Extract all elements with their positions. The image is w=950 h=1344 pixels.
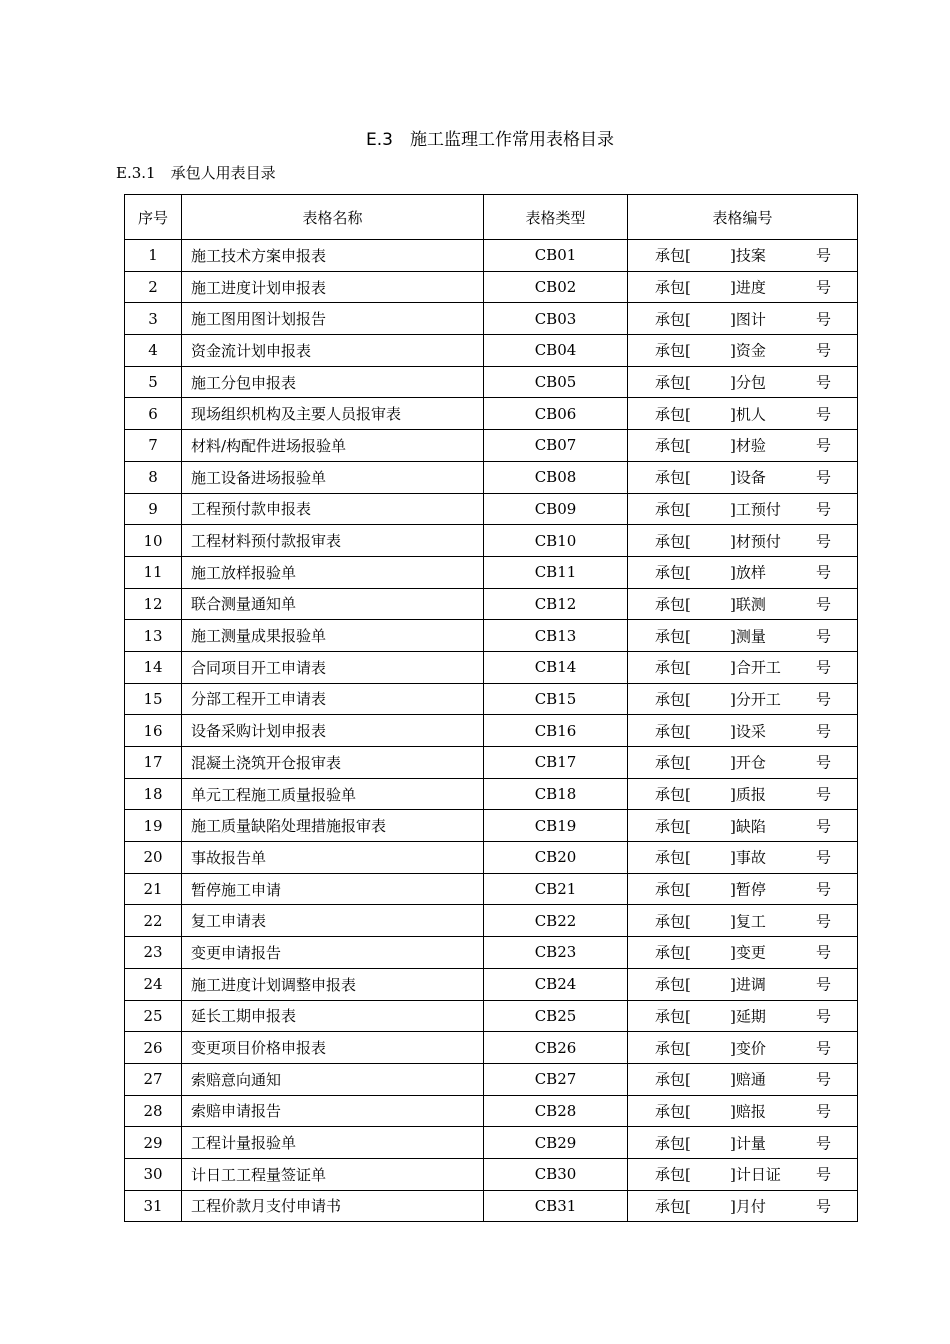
row-form-name: 混凝土浇筑开仓报审表: [182, 747, 484, 779]
code-prefix: 承包[: [655, 1039, 691, 1058]
code-suffix: 号: [815, 532, 831, 551]
code-suffix: 号: [815, 1102, 831, 1121]
code-abbr: ]复工: [730, 912, 766, 931]
table-row: [125, 1063, 858, 1095]
code-abbr: ]月付: [730, 1197, 766, 1216]
code-prefix: 承包[: [655, 436, 691, 455]
row-form-name: 施工图用图计划报告: [182, 303, 484, 335]
row-form-name: 事故报告单: [182, 842, 484, 874]
code-suffix: 号: [815, 975, 831, 994]
code-prefix: 承包[: [655, 848, 691, 867]
row-seq: 22: [125, 905, 182, 937]
row-form-type: CB18: [484, 778, 628, 810]
code-abbr: ]放样: [730, 563, 766, 582]
code-prefix: 承包[: [655, 405, 691, 424]
row-form-type: CB03: [484, 303, 628, 335]
table-row: [125, 905, 858, 937]
code-abbr: ]质报: [730, 785, 766, 804]
code-abbr: ]计日证: [730, 1165, 781, 1184]
code-suffix: 号: [815, 785, 831, 804]
row-form-name: 联合测量通知单: [182, 588, 484, 620]
row-form-name: 延长工期申报表: [182, 1000, 484, 1032]
header-form-type: 表格类型: [484, 195, 628, 240]
table-row: [125, 1127, 858, 1159]
row-form-code: [628, 588, 858, 620]
table-header-row: [125, 195, 858, 240]
row-form-name: 施工设备进场报验单: [182, 461, 484, 493]
row-seq: 17: [125, 747, 182, 779]
row-form-type: CB28: [484, 1095, 628, 1127]
code-abbr: ]进度: [730, 278, 766, 297]
code-abbr: ]材预付: [730, 532, 781, 551]
row-seq: 27: [125, 1063, 182, 1095]
code-abbr: ]设采: [730, 722, 766, 741]
row-form-type: CB23: [484, 937, 628, 969]
code-abbr: ]材验: [730, 436, 766, 455]
code-prefix: 承包[: [655, 563, 691, 582]
row-form-code: [628, 747, 858, 779]
row-form-code: [628, 651, 858, 683]
code-prefix: 承包[: [655, 468, 691, 487]
row-seq: 4: [125, 335, 182, 367]
row-form-code: [628, 1127, 858, 1159]
code-suffix: 号: [815, 1134, 831, 1153]
table-row: [125, 620, 858, 652]
code-abbr: ]联测: [730, 595, 766, 614]
table-row: [125, 1190, 858, 1222]
code-abbr: ]分包: [730, 373, 766, 392]
row-form-name: 施工测量成果报验单: [182, 620, 484, 652]
code-abbr: ]赔报: [730, 1102, 766, 1121]
code-suffix: 号: [815, 1070, 831, 1089]
code-suffix: 号: [815, 1197, 831, 1216]
code-prefix: 承包[: [655, 722, 691, 741]
code-abbr: ]开仓: [730, 753, 766, 772]
row-form-code: [628, 398, 858, 430]
code-suffix: 号: [815, 880, 831, 899]
row-form-code: [628, 1000, 858, 1032]
row-form-name: 合同项目开工申请表: [182, 651, 484, 683]
row-form-type: CB17: [484, 747, 628, 779]
code-suffix: 号: [815, 341, 831, 360]
row-form-name: 工程预付款申报表: [182, 493, 484, 525]
row-form-name: 施工技术方案申报表: [182, 240, 484, 272]
row-form-name: 分部工程开工申请表: [182, 683, 484, 715]
row-form-code: [628, 1063, 858, 1095]
row-form-type: CB13: [484, 620, 628, 652]
code-suffix: 号: [815, 405, 831, 424]
row-form-code: [628, 493, 858, 525]
code-prefix: 承包[: [655, 943, 691, 962]
row-form-code: [628, 905, 858, 937]
code-prefix: 承包[: [655, 817, 691, 836]
row-form-type: CB29: [484, 1127, 628, 1159]
row-form-name: 设备采购计划申报表: [182, 715, 484, 747]
row-form-name: 施工质量缺陷处理措施报审表: [182, 810, 484, 842]
table-row: [125, 303, 858, 335]
row-form-code: [628, 303, 858, 335]
row-form-type: CB12: [484, 588, 628, 620]
code-abbr: ]分开工: [730, 690, 781, 709]
code-prefix: 承包[: [655, 753, 691, 772]
table-row: [125, 525, 858, 557]
row-form-type: CB31: [484, 1190, 628, 1222]
table-row: [125, 873, 858, 905]
row-form-type: CB30: [484, 1158, 628, 1190]
row-form-type: CB21: [484, 873, 628, 905]
code-prefix: 承包[: [655, 880, 691, 899]
table-row: [125, 1158, 858, 1190]
row-form-type: CB22: [484, 905, 628, 937]
code-prefix: 承包[: [655, 627, 691, 646]
row-seq: 15: [125, 683, 182, 715]
code-abbr: ]事故: [730, 848, 766, 867]
row-form-type: CB09: [484, 493, 628, 525]
row-form-code: [628, 1190, 858, 1222]
code-prefix: 承包[: [655, 500, 691, 519]
section-subtitle: E.3.1 承包人用表目录: [116, 164, 276, 182]
code-suffix: 号: [815, 848, 831, 867]
row-form-code: [628, 366, 858, 398]
code-abbr: ]计量: [730, 1134, 766, 1153]
row-form-name: 施工分包申报表: [182, 366, 484, 398]
row-form-name: 材料/构配件进场报验单: [182, 430, 484, 462]
code-suffix: 号: [815, 563, 831, 582]
table-row: [125, 493, 858, 525]
code-prefix: 承包[: [655, 1165, 691, 1184]
table-row: [125, 430, 858, 462]
code-suffix: 号: [815, 943, 831, 962]
table-row: [125, 683, 858, 715]
row-seq: 10: [125, 525, 182, 557]
row-seq: 28: [125, 1095, 182, 1127]
code-prefix: 承包[: [655, 310, 691, 329]
row-form-name: 索赔申请报告: [182, 1095, 484, 1127]
code-suffix: 号: [815, 753, 831, 772]
table-row: [125, 335, 858, 367]
row-form-name: 施工进度计划申报表: [182, 271, 484, 303]
code-suffix: 号: [815, 373, 831, 392]
code-abbr: ]赔通: [730, 1070, 766, 1089]
code-suffix: 号: [815, 722, 831, 741]
row-form-code: [628, 335, 858, 367]
row-form-code: [628, 525, 858, 557]
row-form-name: 资金流计划申报表: [182, 335, 484, 367]
row-form-code: [628, 461, 858, 493]
row-form-type: CB04: [484, 335, 628, 367]
code-prefix: 承包[: [655, 373, 691, 392]
table-row: [125, 810, 858, 842]
row-seq: 20: [125, 842, 182, 874]
row-form-code: [628, 240, 858, 272]
row-seq: 2: [125, 271, 182, 303]
table-row: [125, 715, 858, 747]
code-prefix: 承包[: [655, 278, 691, 297]
code-suffix: 号: [815, 1165, 831, 1184]
row-seq: 29: [125, 1127, 182, 1159]
row-seq: 26: [125, 1032, 182, 1064]
table-row: [125, 588, 858, 620]
row-form-name: 暂停施工申请: [182, 873, 484, 905]
row-form-code: [628, 810, 858, 842]
row-seq: 16: [125, 715, 182, 747]
code-abbr: ]缺陷: [730, 817, 766, 836]
row-seq: 12: [125, 588, 182, 620]
code-prefix: 承包[: [655, 595, 691, 614]
row-form-name: 变更申请报告: [182, 937, 484, 969]
row-seq: 30: [125, 1158, 182, 1190]
code-abbr: ]机人: [730, 405, 766, 424]
code-suffix: 号: [815, 817, 831, 836]
code-suffix: 号: [815, 278, 831, 297]
table-row: [125, 556, 858, 588]
row-form-name: 工程价款月支付申请书: [182, 1190, 484, 1222]
code-prefix: 承包[: [655, 246, 691, 265]
code-suffix: 号: [815, 468, 831, 487]
row-seq: 25: [125, 1000, 182, 1032]
code-suffix: 号: [815, 1039, 831, 1058]
row-form-name: 计日工工程量签证单: [182, 1158, 484, 1190]
row-form-type: CB27: [484, 1063, 628, 1095]
row-seq: 9: [125, 493, 182, 525]
row-form-name: 单元工程施工质量报验单: [182, 778, 484, 810]
table-row: [125, 651, 858, 683]
row-form-type: CB10: [484, 525, 628, 557]
code-suffix: 号: [815, 690, 831, 709]
row-seq: 23: [125, 937, 182, 969]
row-form-type: CB01: [484, 240, 628, 272]
code-abbr: ]暂停: [730, 880, 766, 899]
row-form-code: [628, 620, 858, 652]
row-form-type: CB24: [484, 968, 628, 1000]
code-prefix: 承包[: [655, 532, 691, 551]
code-suffix: 号: [815, 1007, 831, 1026]
row-seq: 13: [125, 620, 182, 652]
code-abbr: ]图计: [730, 310, 766, 329]
row-form-type: CB14: [484, 651, 628, 683]
code-abbr: ]设备: [730, 468, 766, 487]
row-seq: 21: [125, 873, 182, 905]
code-suffix: 号: [815, 912, 831, 931]
row-form-code: [628, 683, 858, 715]
row-form-type: CB26: [484, 1032, 628, 1064]
code-abbr: ]工预付: [730, 500, 781, 519]
row-seq: 11: [125, 556, 182, 588]
row-form-code: [628, 873, 858, 905]
table-row: [125, 747, 858, 779]
row-form-name: 施工放样报验单: [182, 556, 484, 588]
code-prefix: 承包[: [655, 1134, 691, 1153]
code-suffix: 号: [815, 627, 831, 646]
code-abbr: ]变更: [730, 943, 766, 962]
row-form-name: 施工进度计划调整申报表: [182, 968, 484, 1000]
code-abbr: ]合开工: [730, 658, 781, 677]
code-suffix: 号: [815, 436, 831, 455]
row-form-type: CB08: [484, 461, 628, 493]
row-form-type: CB02: [484, 271, 628, 303]
code-prefix: 承包[: [655, 785, 691, 804]
code-prefix: 承包[: [655, 690, 691, 709]
row-seq: 14: [125, 651, 182, 683]
row-seq: 8: [125, 461, 182, 493]
row-form-name: 工程材料预付款报审表: [182, 525, 484, 557]
table-row: [125, 937, 858, 969]
code-abbr: ]延期: [730, 1007, 766, 1026]
code-suffix: 号: [815, 310, 831, 329]
row-seq: 1: [125, 240, 182, 272]
table-row: [125, 1000, 858, 1032]
code-prefix: 承包[: [655, 975, 691, 994]
code-abbr: ]测量: [730, 627, 766, 646]
row-form-type: CB25: [484, 1000, 628, 1032]
table-row: [125, 778, 858, 810]
code-suffix: 号: [815, 595, 831, 614]
row-form-code: [628, 937, 858, 969]
row-form-name: 索赔意向通知: [182, 1063, 484, 1095]
row-form-name: 复工申请表: [182, 905, 484, 937]
row-form-code: [628, 1032, 858, 1064]
row-seq: 24: [125, 968, 182, 1000]
row-form-code: [628, 271, 858, 303]
row-form-type: CB20: [484, 842, 628, 874]
row-seq: 19: [125, 810, 182, 842]
page-title: E.3 施工监理工作常用表格目录: [366, 130, 614, 150]
code-abbr: ]变价: [730, 1039, 766, 1058]
table-row: [125, 1095, 858, 1127]
row-form-type: CB07: [484, 430, 628, 462]
table-row: [125, 461, 858, 493]
row-seq: 31: [125, 1190, 182, 1222]
row-form-code: [628, 968, 858, 1000]
code-prefix: 承包[: [655, 1102, 691, 1121]
form-catalog-table: [124, 194, 858, 1222]
row-seq: 7: [125, 430, 182, 462]
table-row: [125, 1032, 858, 1064]
code-prefix: 承包[: [655, 1197, 691, 1216]
row-seq: 3: [125, 303, 182, 335]
table-row: [125, 842, 858, 874]
header-seq: 序号: [125, 195, 182, 240]
table-row: [125, 968, 858, 1000]
row-form-type: CB06: [484, 398, 628, 430]
row-form-type: CB16: [484, 715, 628, 747]
row-form-code: [628, 1158, 858, 1190]
code-prefix: 承包[: [655, 1007, 691, 1026]
row-form-name: 工程计量报验单: [182, 1127, 484, 1159]
table-row: [125, 240, 858, 272]
row-seq: 5: [125, 366, 182, 398]
code-suffix: 号: [815, 500, 831, 519]
row-form-type: CB11: [484, 556, 628, 588]
table-row: [125, 271, 858, 303]
code-abbr: ]技案: [730, 246, 766, 265]
code-prefix: 承包[: [655, 1070, 691, 1089]
row-form-code: [628, 778, 858, 810]
row-form-type: CB15: [484, 683, 628, 715]
code-suffix: 号: [815, 246, 831, 265]
code-prefix: 承包[: [655, 658, 691, 677]
row-form-type: CB19: [484, 810, 628, 842]
header-form-name: 表格名称: [182, 195, 484, 240]
row-form-code: [628, 430, 858, 462]
header-form-code: 表格编号: [628, 195, 858, 240]
row-form-type: CB05: [484, 366, 628, 398]
code-suffix: 号: [815, 658, 831, 677]
table-row: [125, 366, 858, 398]
row-form-code: [628, 556, 858, 588]
code-prefix: 承包[: [655, 341, 691, 360]
table-row: [125, 398, 858, 430]
table-body: [125, 240, 858, 1222]
code-abbr: ]进调: [730, 975, 766, 994]
row-form-name: 变更项目价格申报表: [182, 1032, 484, 1064]
code-abbr: ]资金: [730, 341, 766, 360]
row-form-name: 现场组织机构及主要人员报审表: [182, 398, 484, 430]
row-form-code: [628, 715, 858, 747]
row-seq: 18: [125, 778, 182, 810]
row-form-code: [628, 1095, 858, 1127]
code-prefix: 承包[: [655, 912, 691, 931]
row-form-code: [628, 842, 858, 874]
row-seq: 6: [125, 398, 182, 430]
